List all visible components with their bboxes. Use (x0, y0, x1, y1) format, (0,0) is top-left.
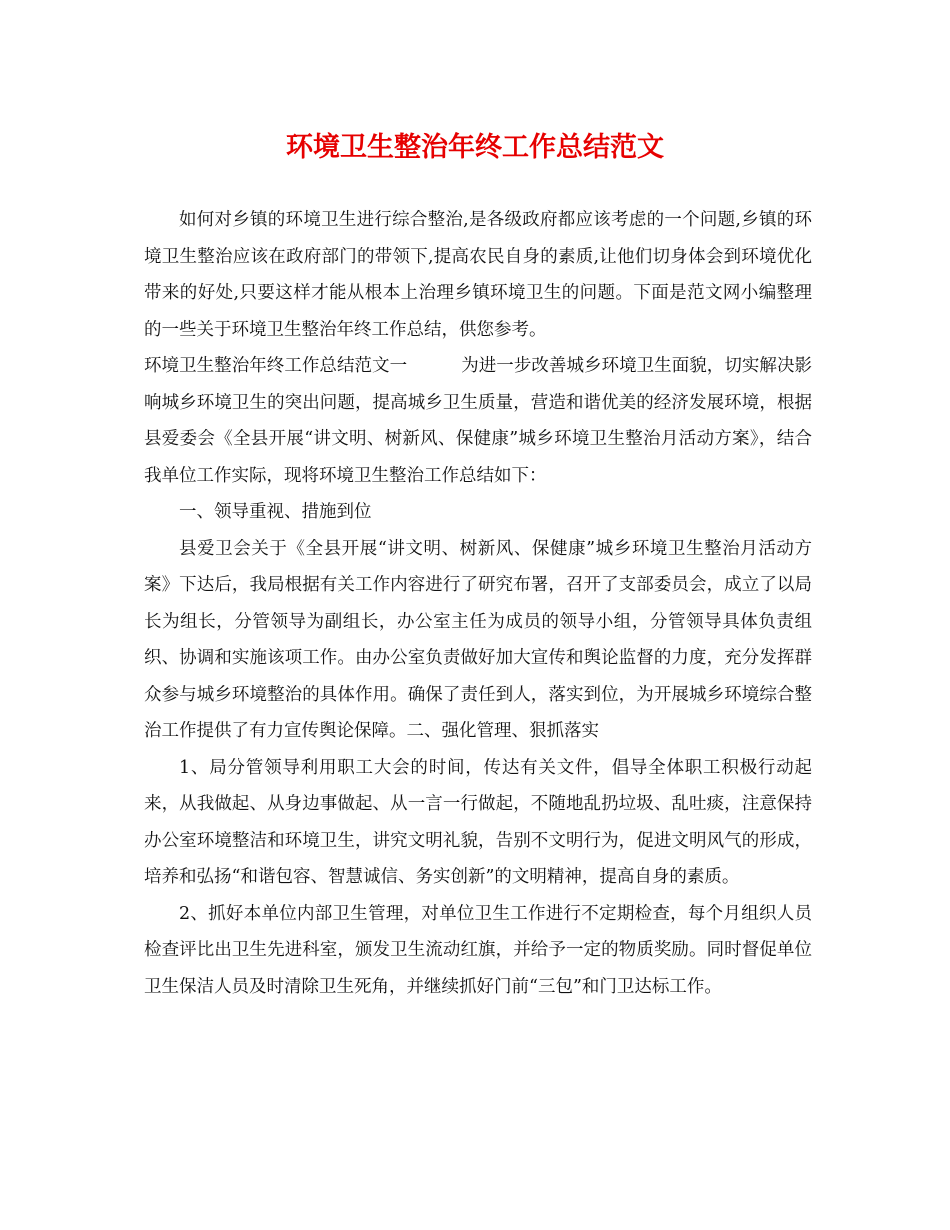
list-item: 1、局分管领导利用职工大会的时间，传达有关文件，倡导全体职工积极行动起来，从我做起、从身边事做起、从一言一行做起，不随地乱扔垃圾、乱吐痰，注意保持办公室环境整洁和环境卫生，讲究文明礼貌，告别不文明行为，促进文明风气的形成，培养和弘扬“和谐包容、智慧诚信、务实创新”的文明精神，提高自身的素质。 (144, 757, 812, 887)
list-item: 2、抓好本单位内部卫生管理，对单位卫生工作进行不定期检查，每个月组织人员检查评比出卫生先进科室，颁发卫生流动红旗，并给予一定的物质奖励。同时督促单位卫生保洁人员及时清除卫生死角，并继续抓好门前“三包”和门卫达标工作。 (144, 903, 812, 997)
intro-paragraph: 如何对乡镇的环境卫生进行综合整治,是各级政府都应该考虑的一个问题,乡镇的环境卫生整治应该在政府部门的带领下,提高农民自身的素质,让他们切身体会到环境优化带来的好处,只要这样才能从根本上治理乡镇环境卫生的问题。下面是范文网小编整理的一些关于环境卫生整治年终工作总结，供您参考。 (144, 210, 812, 340)
sample-paragraph (144, 348, 812, 494)
sample-heading: 环境卫生整治年终工作总结范文一 (144, 356, 408, 376)
document-body (144, 202, 812, 1005)
section-heading-1: 一、领导重视、措施到位 (179, 502, 372, 522)
body-paragraph: 县爱卫会关于《全县开展“讲文明、树新风、保健康”城乡环境卫生整治月活动方案》下达后，我局根据有关工作内容进行了研究布署，召开了支部委员会，成立了以局长为组长，分管领导为副组长，办公室主任为成员的领导小组，分管领导具体负责组织、协调和实施该项工作。由办公室负责做好加大宣传和舆论监督的力度，充分发挥群众参与城乡环境整治的具体作用。确保了责任到人，落实到位，为开展城乡环境综合整治工作提供了有力宣传舆论保障。二、强化管理、狠抓落实 (144, 538, 812, 741)
document-title: 环境卫生整治年终工作总结范文 (286, 132, 664, 163)
sample-opening: 为进一步改善城乡环境卫生面貌，切实解决影响城乡环境卫生的突出问题，提高城乡卫生质量，营造和谐优美的经济发展环境，根据县爱委会《全县开展“讲文明、树新风、保健康”城乡环境卫生整治月活动方案》，结合我单位工作实际，现将环境卫生整治工作总结如下： (144, 356, 813, 486)
